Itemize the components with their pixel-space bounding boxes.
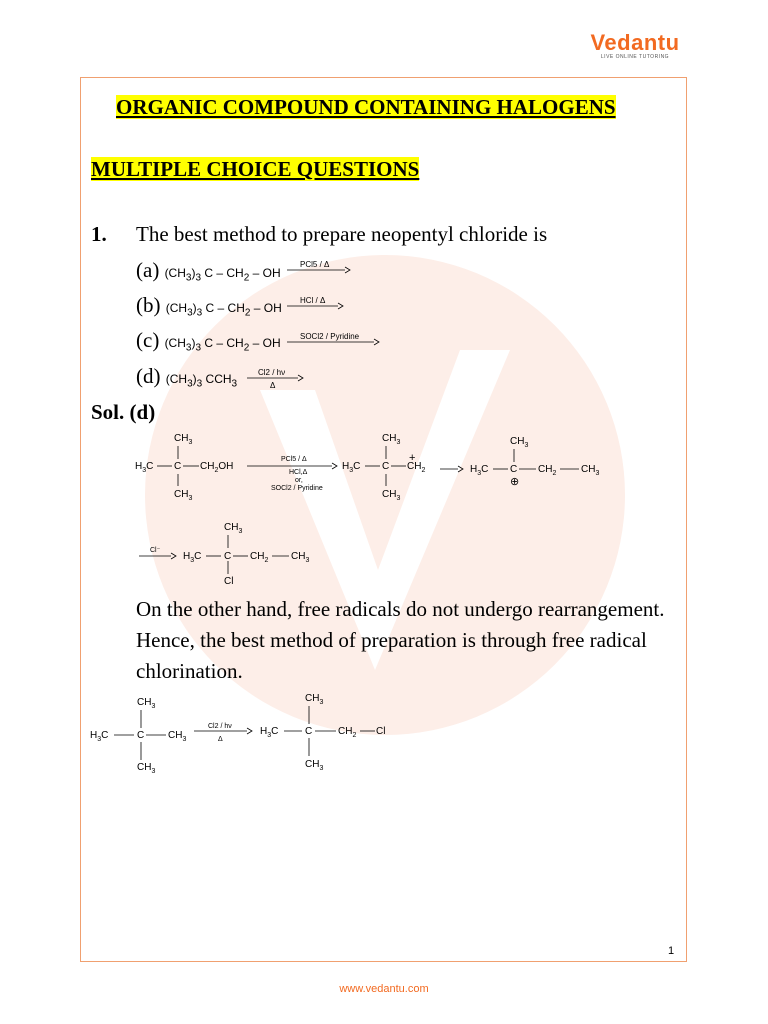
scheme2-bonds — [114, 706, 375, 760]
svg-text:CH3: $CH_3$ — [581, 464, 600, 477]
svg-text:CH2OH: $CH_2OH$ — [200, 461, 234, 474]
option-d-arrow — [247, 368, 303, 390]
svg-text:H3C: $H_3C$ — [470, 464, 489, 477]
option-c: (c) $(CH_3)_3$ C – $CH_2$ – OH — [136, 328, 281, 354]
option-a-arrow — [287, 260, 350, 273]
svg-text:C: C — [305, 726, 313, 737]
svg-text:C: C — [137, 730, 145, 741]
svg-text:Cl: Cl — [376, 726, 386, 737]
solution-label: Sol. (d) — [91, 400, 156, 424]
svg-text:CH3: $CH_3$ — [382, 489, 401, 502]
svg-text:C: C — [382, 461, 390, 472]
question-text: The best method to prepare neopentyl chloride is — [136, 222, 548, 246]
option-c-reagent: SOCl2 / Pyridine — [300, 332, 360, 341]
option-b-reagent: HCl / Δ — [300, 296, 326, 305]
option-d-reagent-below: Δ — [270, 381, 276, 390]
scheme1-row1 — [135, 433, 599, 502]
svg-text:CH3: $CH_3$ — [137, 697, 156, 710]
svg-text:CH3: $CH_3$ — [305, 759, 324, 772]
logo-wordmark: Vedantu — [590, 30, 680, 55]
svg-text:CH2: $CH_2$ — [538, 464, 557, 477]
option-a: (a) $(CH_3)_3$ C – $CH_2$ – OH — [136, 258, 281, 284]
svg-text:H3C: $H_3C$ — [342, 461, 361, 474]
svg-text:CH3: $CH_3$ — [174, 489, 193, 502]
svg-text:CH2: $CH_2$ — [407, 461, 426, 474]
logo-tagline: LIVE ONLINE TUTORING — [600, 54, 670, 60]
option-d-reagent: Cl2 / hν — [258, 368, 286, 377]
option-d: (d) $(CH_3)_3$ $CCH_3$ — [136, 364, 238, 390]
svg-text:CH2: $CH_2$ — [250, 551, 269, 564]
svg-text:CH3: $CH_3$ — [291, 551, 310, 564]
option-a-reagent: PCl5 / Δ — [300, 260, 330, 269]
chloride-reagent: Cl⁻ — [150, 547, 161, 554]
footer-url[interactable]: www.vedantu.com — [339, 983, 429, 995]
svg-text:CH3: $CH_3$ — [224, 522, 243, 535]
scheme1-row2-bonds — [139, 535, 289, 574]
scheme1-reagent-or: or, — [295, 477, 303, 484]
svg-text:Cl: Cl — [224, 576, 234, 587]
svg-text:CH3: $CH_3$ — [305, 693, 324, 706]
option-c-arrow — [287, 332, 379, 345]
question-number: 1. — [91, 222, 107, 246]
svg-text:⊕: ⊕ — [510, 476, 520, 488]
scheme2 — [90, 693, 385, 775]
svg-text:H3C: $H_3C$ — [90, 730, 109, 743]
svg-text:CH3: $CH_3$ — [382, 433, 401, 446]
svg-text:H3C: $H_3C$ — [183, 551, 202, 564]
svg-text:C: C — [510, 464, 518, 475]
option-b: (b) $(CH_3)_3$ C – $CH_2$ – OH — [136, 293, 282, 319]
svg-text:H3C: $H_3C$ — [135, 461, 154, 474]
svg-text:C: C — [224, 551, 232, 562]
svg-text:+: + — [409, 452, 416, 464]
scheme2-reagent-bottom: Δ — [218, 736, 223, 743]
scheme1-reagent-bottom: SOCl2 / Pyridine — [271, 485, 323, 492]
scheme1-reagent-mid: HCl,Δ — [289, 469, 308, 476]
svg-text:H3C: $H_3C$ — [260, 726, 279, 739]
svg-text:CH2: $CH_2$ — [338, 726, 357, 739]
svg-text:CH3: $CH_3$ — [168, 730, 187, 743]
option-b-arrow — [287, 296, 343, 309]
solution-paragraph: On the other hand, free radicals do not undergo rearrangement. Hence, the best method of preparation is through free radical chlorination. — [136, 597, 665, 683]
page-number: 1 — [668, 945, 675, 957]
page-heading: ORGANIC COMPOUND CONTAINING HALOGENS — [116, 95, 616, 119]
svg-text:CH3: $CH_3$ — [174, 433, 193, 446]
scheme2-reagent-top: Cl2 / hν — [208, 723, 232, 730]
section-heading: MULTIPLE CHOICE QUESTIONS — [91, 157, 420, 181]
svg-text:CH3: $CH_3$ — [510, 436, 529, 449]
svg-text:CH3: $CH_3$ — [137, 762, 156, 775]
scheme1-reagent-top: PCl5 / Δ — [281, 456, 307, 463]
svg-text:C: C — [174, 461, 182, 472]
